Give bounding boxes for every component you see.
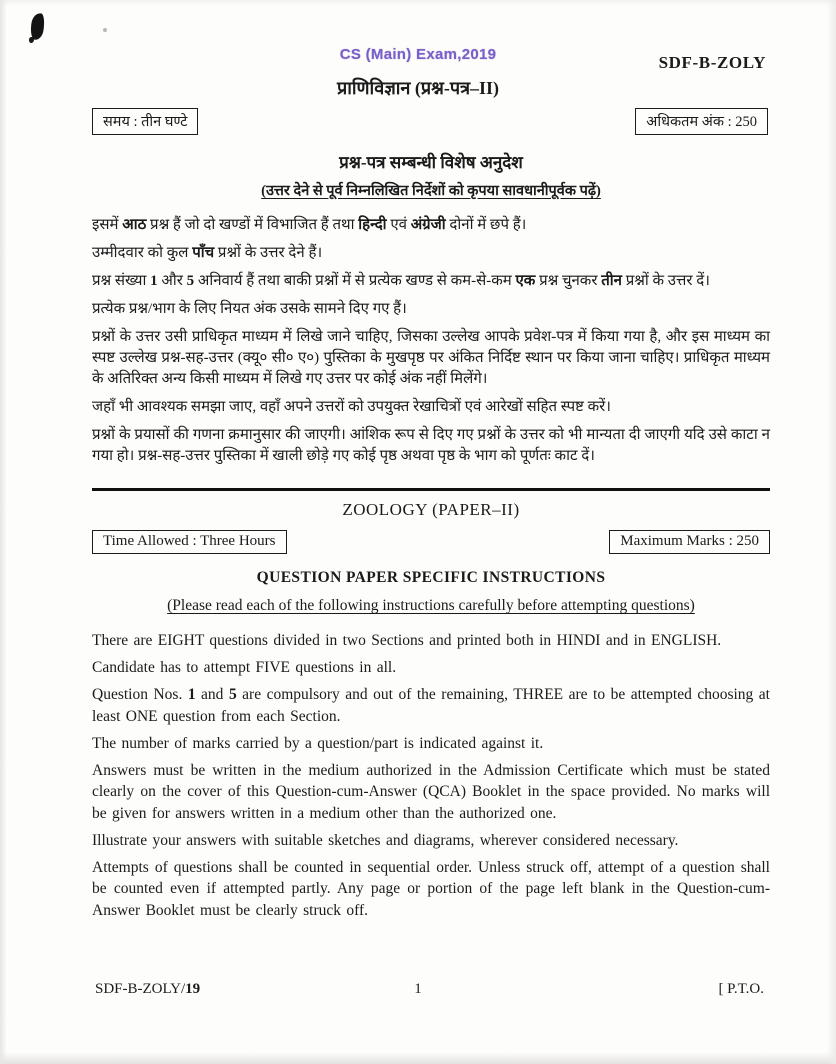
paper-series-code: SDF-B-ZOLY: [658, 53, 766, 72]
text-segment: प्रश्न हैं जो दो खण्डों में विभाजित हैं तथा: [146, 217, 359, 233]
text-segment: इसमें: [92, 217, 123, 233]
section-divider-rule: [92, 488, 770, 491]
english-info-boxes-row: [92, 530, 770, 554]
paper-title-english: ZOOLOGY (PAPER–II): [342, 500, 520, 519]
text-segment: are compulsory and out of the remaining, THREE are to be attempted choosing at least ONE question from each Section.: [92, 686, 770, 725]
text-segment: Answers must be written in the medium authorized in the Admission Certificate which must be stated clearly on the cover of this Question-cum-Answer (QCA) Booklet in the space provided. No marks will be given for answers written in a medium other than the authorized one.: [92, 761, 770, 822]
text-segment: एक: [515, 273, 536, 289]
exam-stamp: CS (Main) Exam,2019: [339, 46, 497, 63]
text-segment: हिन्दी: [358, 217, 387, 233]
text-segment: and: [195, 686, 229, 703]
footer-paper-code-text: SDF-B-ZOLY/: [95, 981, 186, 997]
text-segment: प्रश्नों के उत्तर दें।: [621, 273, 710, 289]
maximum-marks-box-english: Maximum Marks : 250: [609, 530, 770, 554]
text-segment: अनिवार्य हैं तथा बाकी प्रश्नों में से प्रत्येक खण्ड से कम-से-कम: [194, 273, 516, 289]
hindi-instructions-subheading: [92, 180, 770, 200]
text-segment: आठ: [122, 217, 147, 233]
text-segment: अंग्रेजी: [410, 217, 446, 233]
hindi-instruction-paragraph: [92, 215, 770, 236]
maximum-marks-box-hindi: अधिकतम अंक : 250: [635, 108, 768, 135]
english-instruction-paragraph: [92, 733, 770, 755]
english-instructions-subheading-text: (Please read each of the following instructions carefully before attempting questions): [167, 597, 695, 614]
hindi-instruction-paragraph: [92, 425, 770, 467]
english-instruction-paragraph: [92, 857, 770, 922]
footer-page-number: 1: [414, 981, 422, 997]
text-segment: और: [157, 273, 187, 289]
small-speck-mark: [103, 28, 107, 32]
hindi-instruction-paragraph: [92, 397, 770, 418]
hindi-instruction-paragraph: [92, 243, 770, 264]
paper-title-hindi: प्राणिविज्ञान (प्रश्न-पत्र–II): [336, 78, 500, 98]
text-segment: Illustrate your answers with suitable sketches and diagrams, wherever considered necessary.: [92, 831, 679, 849]
text-segment: Question Nos.: [92, 686, 188, 703]
text-segment: उम्मीदवार को कुल: [92, 245, 193, 261]
hindi-info-boxes-row: [92, 108, 768, 135]
time-allowed-box-hindi: समय : तीन घण्टे: [92, 108, 198, 135]
text-segment: 5: [186, 273, 195, 289]
text-segment: पाँच: [192, 245, 215, 261]
english-instruction-paragraph: [92, 830, 770, 852]
text-segment: दोनों में छपे हैं।: [445, 217, 527, 233]
english-instruction-paragraph: [92, 760, 770, 825]
text-segment: प्रश्न संख्या: [92, 273, 151, 289]
hindi-instruction-paragraph: [92, 327, 770, 390]
text-segment: The number of marks carried by a question/part is indicated against it.: [92, 734, 544, 752]
text-segment: 1: [187, 686, 196, 703]
text-segment: प्रश्नों के उत्तर देने हैं।: [214, 245, 323, 261]
footer-paper-code-number: 19: [185, 981, 201, 997]
text-segment: एवं: [386, 217, 411, 233]
text-segment: Candidate has to attempt FIVE questions in all.: [92, 659, 397, 676]
text-segment: तीन: [601, 273, 622, 289]
hindi-instructions-subheading-text: (उत्तर देने से पूर्व निम्नलिखित निर्देशों को कृपया सावधानीपूर्वक पढ़ें): [261, 183, 601, 199]
text-segment: प्रश्न चुनकर: [535, 273, 602, 289]
english-instructions-list: [92, 630, 770, 921]
footer-pto-label: [ P.T.O.: [718, 981, 764, 997]
english-instructions-subheading: [92, 597, 770, 615]
page-content: [92, 150, 770, 927]
text-segment: 5: [228, 686, 237, 703]
english-instruction-paragraph: [92, 684, 770, 727]
text-segment: प्रत्येक प्रश्न/भाग के लिए नियत अंक उसके सामने दिए गए हैं।: [92, 301, 407, 317]
hindi-instruction-paragraph: [92, 271, 770, 292]
text-segment: प्रश्नों के उत्तर उसी प्राधिकृत माध्यम में लिखे जाने चाहिए, जिसका उल्लेख आपके प्रवेश-पत्र में किया गया है, और इस माध्यम का स्पष्ट उल्लेख प्रश्न-सह-उत्तर (क्यू० सी० ए०) पुस्तिका के मुखपृष्ठ पर अंकित निर्दिष्ट स्थान पर किया जाना चाहिए। प्राधिकृत माध्यम के अतिरिक्त अन्य किसी माध्यम में लिखे गए उत्तर पर कोई अंक नहीं मिलेंगे।: [92, 329, 770, 387]
text-segment: 1: [150, 273, 158, 289]
english-instruction-paragraph: [92, 657, 770, 679]
english-instruction-paragraph: [92, 630, 770, 652]
text-segment: प्रश्नों के प्रयासों की गणना क्रमानुसार की जाएगी। आंशिक रूप से दिए गए प्रश्नों के उत्तर को भी मान्यता दी जाएगी यदि उसे काटा न गया हो। प्रश्न-सह-उत्तर पुस्तिका में खाली छोड़े गए कोई पृष्ठ अथवा पृष्ठ के भाग को पूर्णतः काट दें।: [92, 427, 770, 464]
text-segment: जहाँ भी आवश्यक समझा जाए, वहाँ अपने उत्तरों को उपयुक्त रेखाचित्रों एवं आरेखों सहित स्पष्ट करें।: [92, 399, 611, 415]
ink-dot-mark: [29, 37, 34, 43]
text-segment: Attempts of questions shall be counted in sequential order. Unless struck off, attempt of a question shall be counted even if attempted partly. Any page or portion of the page left blank in the Question-cum-Answer Booklet must be clearly struck off.: [92, 858, 770, 919]
hindi-instruction-paragraph: [92, 299, 770, 320]
text-segment: There are EIGHT questions divided in two Sections and printed both in HINDI and in ENGLISH.: [92, 632, 722, 649]
hindi-instructions-heading: प्रश्न-पत्र सम्बन्धी विशेष अनुदेश: [339, 153, 523, 172]
english-instructions-heading: QUESTION PAPER SPECIFIC INSTRUCTIONS: [256, 569, 606, 586]
time-allowed-box-english: Time Allowed : Three Hours: [92, 530, 287, 554]
